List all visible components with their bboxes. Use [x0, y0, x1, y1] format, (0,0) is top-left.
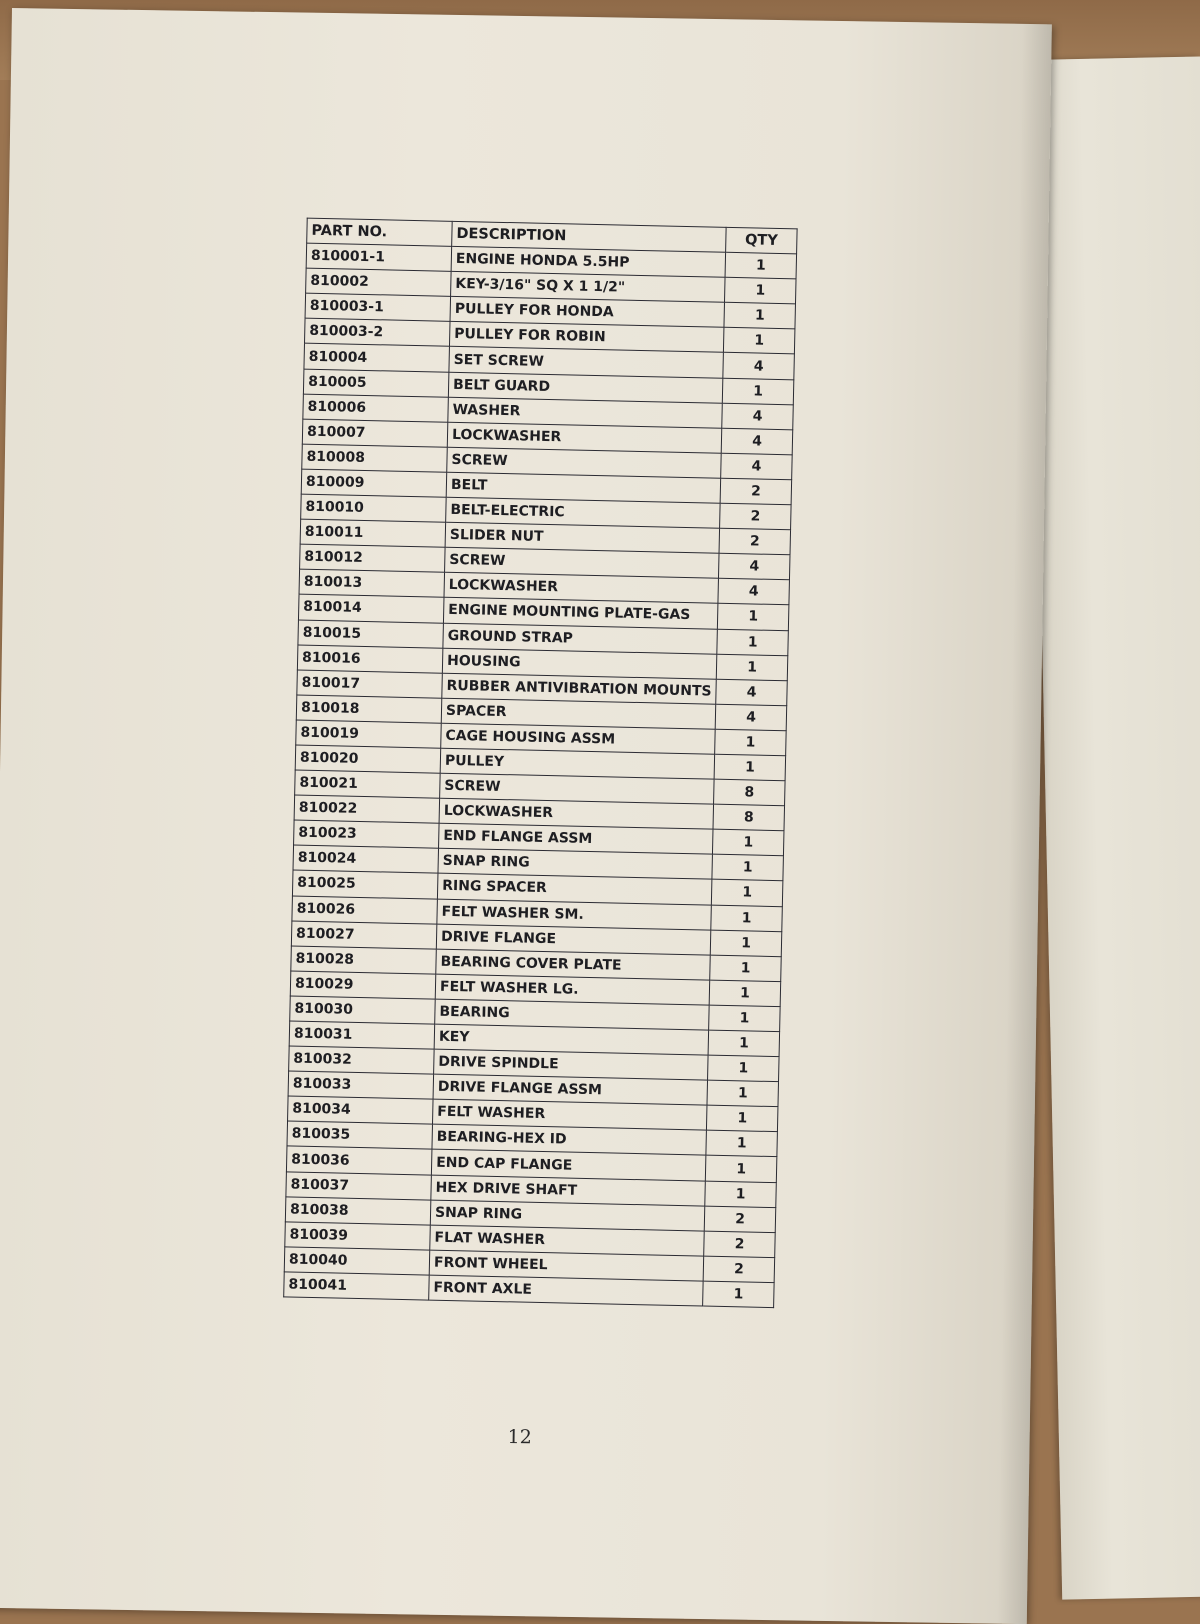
part-number-cell: 810007	[302, 419, 448, 447]
description-cell: GROUND STRAP	[443, 623, 718, 654]
part-number-cell: 810009	[301, 469, 447, 497]
description-cell: LOCKWASHER	[447, 422, 722, 453]
description-cell: FELT WASHER SM.	[437, 899, 712, 930]
header-description: DESCRIPTION	[452, 221, 727, 252]
qty-cell: 4	[716, 679, 788, 706]
part-number-cell: 810008	[302, 444, 448, 472]
part-number-cell: 810012	[300, 544, 446, 572]
qty-cell: 1	[707, 1080, 779, 1107]
description-cell: SCREW	[440, 773, 715, 804]
description-cell: BEARING-HEX ID	[432, 1124, 707, 1155]
description-cell: FELT WASHER LG.	[435, 974, 710, 1005]
description-cell: KEY	[434, 1024, 709, 1055]
part-number-cell: 810040	[284, 1247, 430, 1275]
description-cell: BEARING COVER PLATE	[436, 949, 711, 980]
parts-table	[283, 218, 798, 1308]
qty-cell: 1	[705, 1156, 777, 1183]
qty-cell: 4	[721, 453, 793, 480]
description-cell: SNAP RING	[438, 849, 713, 880]
description-cell: END FLANGE ASSM	[439, 823, 714, 854]
qty-cell: 1	[706, 1130, 778, 1157]
part-number-cell: 810029	[290, 971, 436, 999]
part-number-cell: 810022	[294, 795, 440, 823]
description-cell: PULLEY	[440, 748, 715, 779]
qty-cell: 1	[711, 905, 783, 932]
description-cell: SPACER	[441, 698, 716, 729]
description-cell: DRIVE FLANGE ASSM	[433, 1074, 708, 1105]
qty-cell: 1	[714, 754, 786, 781]
parts-list	[283, 218, 798, 1308]
description-cell: HEX DRIVE SHAFT	[431, 1175, 706, 1206]
description-cell: KEY-3/16" SQ X 1 1/2"	[451, 272, 726, 303]
description-cell: HOUSING	[442, 648, 717, 679]
description-cell: DRIVE SPINDLE	[434, 1049, 709, 1080]
qty-cell: 2	[704, 1206, 776, 1233]
qty-cell: 1	[709, 980, 781, 1007]
part-number-cell: 810002	[306, 268, 452, 296]
qty-cell: 1	[725, 252, 797, 279]
description-cell: BELT	[446, 472, 721, 503]
part-number-cell: 810003-1	[305, 293, 451, 321]
part-number-cell: 810038	[285, 1197, 431, 1225]
description-cell: SNAP RING	[430, 1200, 705, 1231]
qty-cell: 8	[713, 804, 785, 831]
qty-cell: 4	[723, 353, 795, 380]
description-cell: ENGINE MOUNTING PLATE-GAS	[443, 598, 718, 629]
part-number-cell: 810014	[298, 594, 444, 622]
qty-cell: 2	[720, 503, 792, 530]
part-number-cell: 810037	[286, 1172, 432, 1200]
part-number-cell: 810024	[293, 845, 439, 873]
header-part-no: PART NO.	[307, 218, 453, 246]
parts-table-body	[284, 243, 797, 1307]
qty-cell: 1	[713, 829, 785, 856]
qty-cell: 4	[718, 579, 790, 606]
description-cell: LOCKWASHER	[444, 573, 719, 604]
qty-cell: 1	[717, 604, 789, 631]
qty-cell: 1	[707, 1105, 779, 1132]
part-number-cell: 810023	[294, 820, 440, 848]
qty-cell: 1	[712, 855, 784, 882]
facing-page	[1030, 56, 1200, 1599]
part-number-cell: 810031	[289, 1021, 435, 1049]
description-cell: RING SPACER	[437, 874, 712, 905]
part-number-cell: 810005	[303, 369, 449, 397]
description-cell: FRONT AXLE	[429, 1275, 704, 1306]
part-number-cell: 810016	[297, 645, 443, 673]
qty-cell: 4	[719, 553, 791, 580]
part-number-cell: 810019	[296, 720, 442, 748]
qty-cell: 1	[709, 1005, 781, 1032]
part-number-cell: 810036	[286, 1146, 432, 1174]
qty-cell: 1	[716, 654, 788, 681]
description-cell: FLAT WASHER	[430, 1225, 705, 1256]
page-number: 12	[507, 1425, 532, 1449]
description-cell: SCREW	[445, 547, 720, 578]
description-cell: END CAP FLANGE	[431, 1150, 706, 1181]
part-number-cell: 810004	[304, 344, 450, 372]
part-number-cell: 810015	[298, 620, 444, 648]
part-number-cell: 810035	[287, 1121, 433, 1149]
description-cell: RUBBER ANTIVIBRATION MOUNTS	[442, 673, 717, 704]
description-cell: BEARING	[435, 999, 710, 1030]
part-number-cell: 810027	[291, 921, 437, 949]
header-qty: QTY	[726, 227, 798, 254]
description-cell: FRONT WHEEL	[429, 1250, 704, 1281]
qty-cell: 1	[703, 1281, 775, 1308]
part-number-cell: 810011	[300, 519, 446, 547]
part-number-cell: 810021	[295, 770, 441, 798]
part-number-cell: 810030	[290, 996, 436, 1024]
qty-cell: 2	[703, 1256, 775, 1283]
qty-cell: 8	[714, 779, 786, 806]
part-number-cell: 810028	[291, 946, 437, 974]
qty-cell: 4	[715, 704, 787, 731]
qty-cell: 1	[708, 1055, 780, 1082]
qty-cell: 2	[704, 1231, 776, 1258]
qty-cell: 1	[715, 729, 787, 756]
part-number-cell: 810026	[292, 896, 438, 924]
part-number-cell: 810033	[288, 1071, 434, 1099]
part-number-cell: 810041	[284, 1272, 430, 1300]
qty-cell: 1	[708, 1030, 780, 1057]
description-cell: PULLEY FOR ROBIN	[449, 322, 724, 353]
qty-cell: 1	[710, 955, 782, 982]
description-cell: FELT WASHER	[432, 1099, 707, 1130]
description-cell: PULLEY FOR HONDA	[450, 297, 725, 328]
part-number-cell: 810020	[295, 745, 441, 773]
qty-cell: 1	[723, 328, 795, 355]
part-number-cell: 810003-2	[304, 319, 450, 347]
description-cell: SCREW	[447, 447, 722, 478]
part-number-cell: 810017	[297, 670, 443, 698]
qty-cell: 1	[711, 880, 783, 907]
description-cell: WASHER	[448, 397, 723, 428]
part-number-cell: 810032	[289, 1046, 435, 1074]
manual-page	[0, 8, 1052, 1624]
part-number-cell: 810034	[288, 1096, 434, 1124]
description-cell: SLIDER NUT	[445, 522, 720, 553]
description-cell: ENGINE HONDA 5.5HP	[451, 246, 726, 277]
qty-cell: 1	[724, 303, 796, 330]
part-number-cell: 810001-1	[306, 243, 452, 271]
description-cell: SET SCREW	[449, 347, 724, 378]
qty-cell: 1	[705, 1181, 777, 1208]
part-number-cell: 810039	[285, 1222, 431, 1250]
qty-cell: 4	[721, 428, 793, 455]
qty-cell: 1	[717, 629, 789, 656]
part-number-cell: 810010	[301, 494, 447, 522]
description-cell: LOCKWASHER	[439, 798, 714, 829]
qty-cell: 1	[710, 930, 782, 957]
description-cell: CAGE HOUSING ASSM	[441, 723, 716, 754]
page-gutter-shadow	[997, 24, 1052, 1624]
part-number-cell: 810006	[303, 394, 449, 422]
description-cell: BELT GUARD	[448, 372, 723, 403]
description-cell: DRIVE FLANGE	[436, 924, 711, 955]
description-cell: BELT-ELECTRIC	[446, 497, 721, 528]
qty-cell: 4	[722, 403, 794, 430]
qty-cell: 1	[722, 378, 794, 405]
qty-cell: 2	[719, 528, 791, 555]
part-number-cell: 810025	[292, 870, 438, 898]
part-number-cell: 810013	[299, 569, 445, 597]
qty-cell: 2	[720, 478, 792, 505]
part-number-cell: 810018	[296, 695, 442, 723]
qty-cell: 1	[725, 277, 797, 304]
